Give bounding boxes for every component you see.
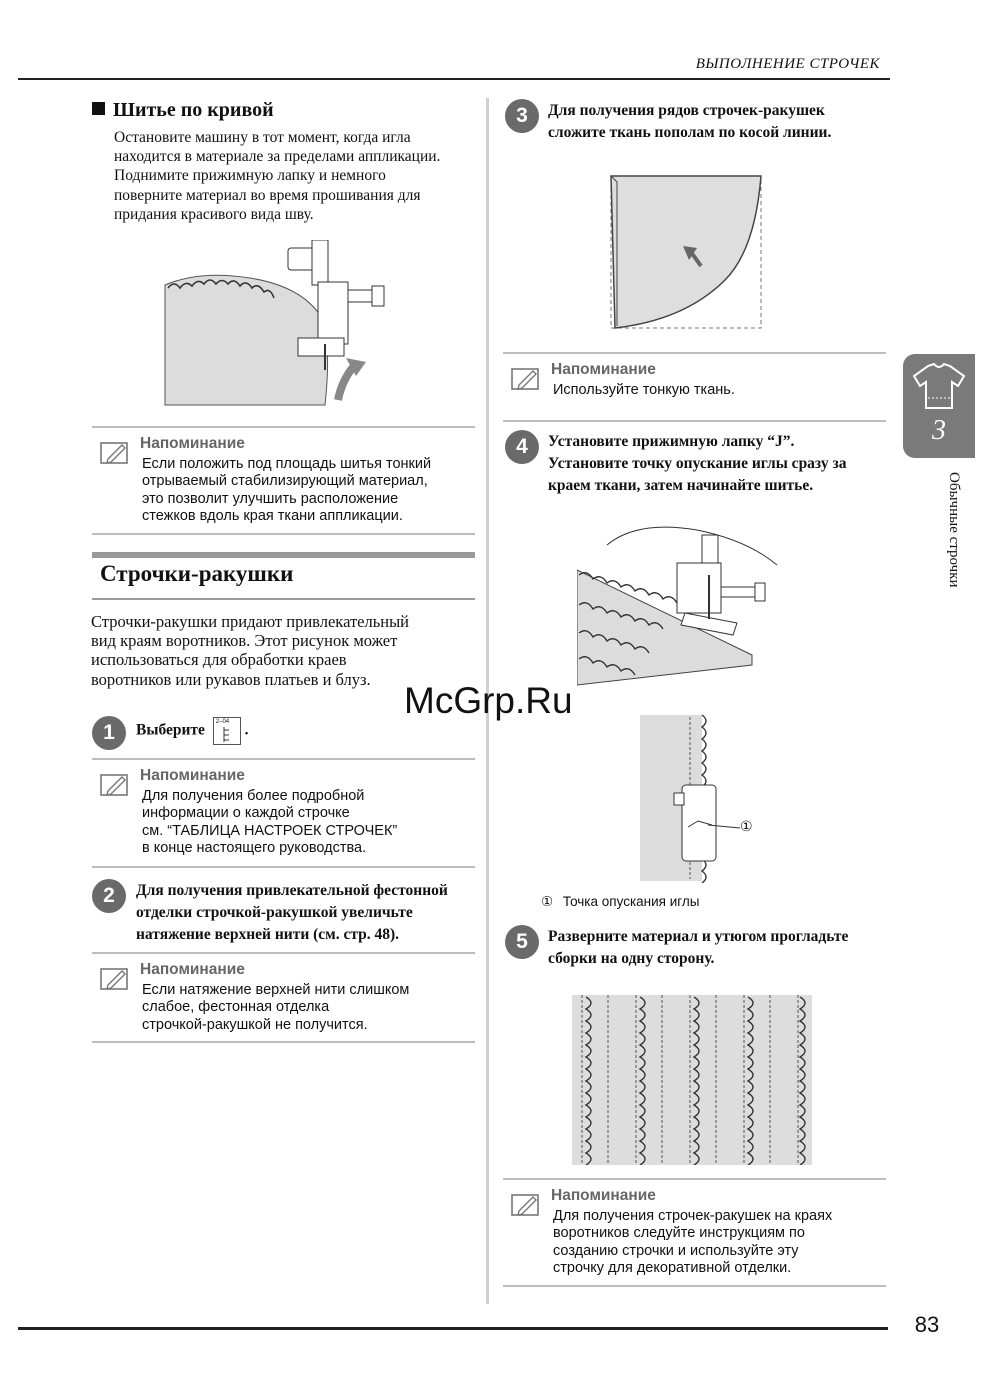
section-bar-top: [92, 552, 475, 558]
section-bar-bottom: [92, 598, 475, 600]
memo-rule-top: [92, 952, 475, 954]
footer-rule: [18, 1327, 888, 1330]
step-1-number: 1: [92, 716, 126, 750]
memo-pencil-icon: [100, 772, 132, 798]
step-3-text: Для получения рядов строчек-ракушек сложите ткань пополам по косой линии.: [548, 102, 832, 141]
page-header-title: ВЫПОЛНЕНИЕ СТРОЧЕК: [695, 56, 880, 72]
step-4-number: 4: [505, 430, 539, 464]
stitch-pattern-icon: 2–04: [213, 717, 241, 745]
memo-pencil-icon: [100, 440, 132, 466]
page-number: 83: [914, 1312, 940, 1337]
square-bullet-icon: [92, 102, 105, 115]
memo-rule-bottom: [92, 1041, 475, 1043]
memo-title: Напоминание: [551, 361, 656, 378]
curve-sewing-illustration: [160, 240, 410, 410]
curve-section-text: Остановите машину в тот момент, когда игла находится в материале за пределами аппликации. Поднимите прижимную лапку и немного поверните материал во время прошивания для придания красивого вида шву.: [114, 129, 441, 223]
step-2-number: 2: [92, 879, 126, 913]
memo-title: Напоминание: [551, 1187, 656, 1204]
step-4-text: Установите прижимную лапку “J”. Установите точку опускание иглы сразу за краем ткани, затем начинайте шитье.: [548, 433, 847, 494]
curve-section-heading: Шитье по кривой: [92, 99, 274, 122]
memo-title: Напоминание: [140, 961, 245, 978]
memo-text: Используйте тонкую ткань.: [553, 382, 735, 398]
memo-rule-bottom: [503, 1285, 886, 1287]
memo-pencil-icon: [511, 1192, 543, 1218]
needle-drop-closeup-illustration: [638, 713, 768, 883]
watermark: McGrp.Ru: [404, 680, 573, 721]
memo-text: Если положить под площадь шитья тонкий отрываемый стабилизирующий материал, это позволит улучшить расположение стежков вдоль края ткани аппликации.: [142, 456, 432, 524]
shirt-icon: [912, 362, 966, 412]
presser-foot-j-illustration: [577, 525, 782, 690]
pressed-tucks-illustration: [572, 995, 812, 1165]
step-1-text: Выберите 2–04 .: [136, 717, 249, 745]
step-5-number: 5: [505, 925, 539, 959]
memo-text: Если натяжение верхней нити слишком слабое, фестонная отделка строчкой-ракушкой не получится.: [142, 982, 410, 1033]
step-3-number: 3: [505, 99, 539, 133]
figure-callout-marker: ①: [740, 818, 753, 834]
step-5-text: Разверните материал и утюгом прогладьте сборки на одну сторону.: [548, 928, 849, 967]
memo-pencil-icon: [511, 366, 543, 392]
memo-pencil-icon: [100, 966, 132, 992]
step-2-text: Для получения привлекательной фестонной отделки строчкой-ракушкой увеличьте натяжение верхней нити (см. стр. 48).: [136, 882, 448, 943]
memo-rule-top: [92, 758, 475, 760]
memo-title: Напоминание: [140, 435, 245, 452]
figure-caption: ① Точка опускания иглы: [541, 894, 700, 909]
memo-rule-bottom: [503, 420, 886, 422]
chapter-number: 3: [932, 415, 946, 446]
memo-rule-top: [92, 426, 475, 428]
shell-section-heading: Строчки-ракушки: [100, 561, 294, 586]
memo-text: Для получения строчек-ракушек на краях воротников следуйте инструкциям по созданию строчки и используйте эту строчку для декоративной отделки.: [553, 1208, 833, 1276]
header-rule: [18, 78, 890, 80]
memo-title: Напоминание: [140, 767, 245, 784]
memo-text: Для получения более подробной информации о каждой строчке см. “ТАБЛИЦА НАСТРОЕК СТРОЧЕК” в конце настоящего руководства.: [142, 788, 398, 856]
memo-rule-bottom: [92, 866, 475, 868]
memo-rule-top: [503, 352, 886, 354]
folded-fabric-illustration: [605, 170, 770, 335]
shell-section-intro: Строчки-ракушки придают привлекательный вид краям воротников. Этот рисунок может использоваться для обработки краев воротников или рукавов платьев и блуз.: [91, 612, 410, 689]
chapter-label: Обычные строчки: [946, 472, 962, 588]
memo-rule-bottom: [92, 533, 475, 535]
memo-rule-top: [503, 1178, 886, 1180]
